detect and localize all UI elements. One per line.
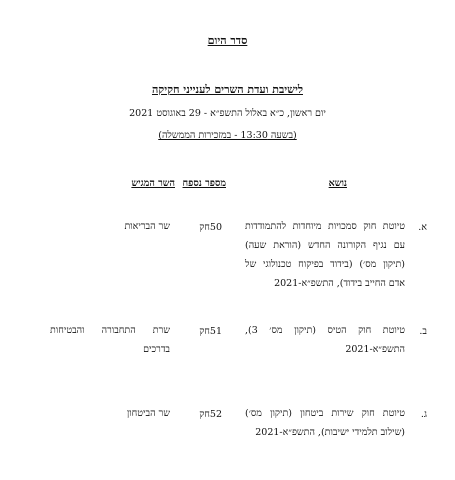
item-subject: טיוטת חוק הטיס (תיקון מס׳ 3), התשפ״א-2021 — [245, 325, 405, 355]
column-header-annex: מספר נספח — [182, 178, 226, 189]
item-minister: שר הבריאות — [124, 221, 170, 232]
item-letter: ג. — [420, 409, 427, 420]
item-letter: א. — [418, 222, 427, 233]
item-minister: שר הביטחון — [126, 408, 170, 419]
column-header-minister: השר המגיש — [131, 178, 175, 189]
item-annex: 51חק — [199, 326, 222, 337]
committee-heading: לישיבת ועדת השרים לענייני חקיקה — [151, 83, 303, 96]
item-subject: טיוטת חוק סמכויות מיוחדות להתמודדות עם נגיף הקורונה החדש (הוראת שעה) (תיקון מס׳) (בידוד בפיקוח טכנולוגי של אדם החייב בידוד), התשפ״א-2021 — [245, 221, 405, 289]
column-header-subject: נושא — [328, 178, 347, 189]
item-subject: טיוטת חוק שירות ביטחון (תיקון מס׳) (שילוב תלמידי ישיבות), התשפ״א-2021 — [245, 408, 405, 438]
item-annex: 50חק — [199, 222, 222, 233]
agenda-title: סדר היום — [207, 34, 248, 47]
item-annex: 52חק — [199, 409, 222, 420]
meeting-date: יום ראשון, כ״א באלול התשפ״א - 29 באוגוסט 2021 — [129, 108, 326, 119]
item-letter: ב. — [419, 326, 427, 337]
item-minister: שרת התחבורה והבטיחות בדרכים — [50, 325, 170, 355]
meeting-time-location: (בשעה 13:30 - במזכירות הממשלה) — [158, 130, 297, 141]
